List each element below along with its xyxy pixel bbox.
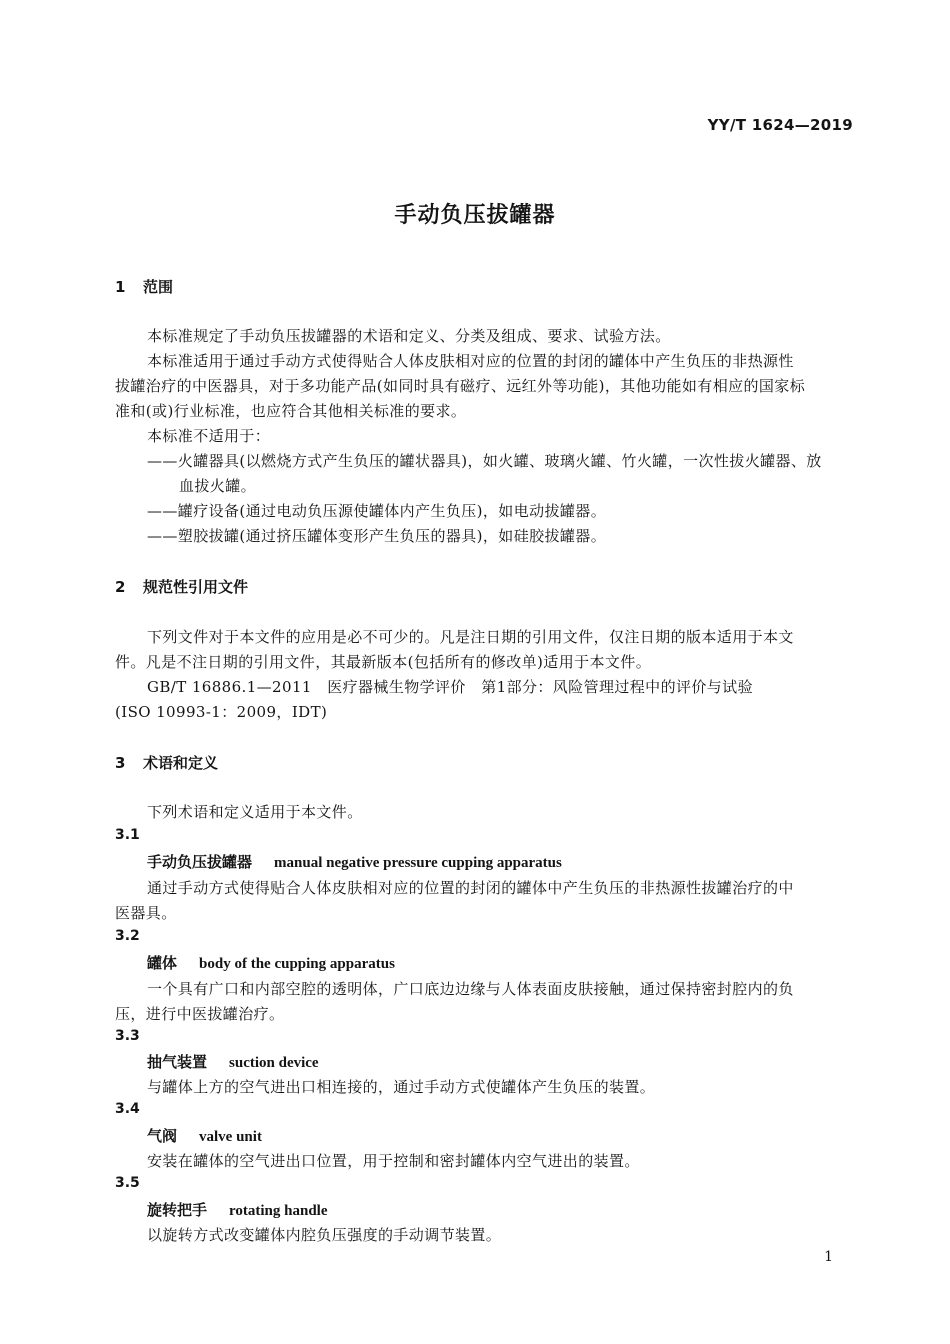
list-item: ——火罐器具(以燃烧方式产生负压的罐状器具)，如火罐、玻璃火罐、竹火罐，一次性拔火罐器、放 xyxy=(147,452,822,470)
list-item-continuation: 血拔火罐。 xyxy=(179,477,257,495)
term-heading xyxy=(147,851,562,872)
paragraph-line: 下列文件对于本文件的应用是必不可少的。凡是注日期的引用文件，仅注日期的版本适用于本文 xyxy=(147,628,794,646)
term-chinese: 抽气装置 xyxy=(147,1053,208,1071)
term-definition: 压，进行中医拔罐治疗。 xyxy=(115,1005,285,1023)
section-2-heading xyxy=(115,576,248,597)
normative-reference: GB/T 16886.1—2011 医疗器械生物学评价 第1部分：风险管理过程中的评价与试验 xyxy=(147,678,753,696)
term-heading xyxy=(147,952,395,973)
list-item: ——罐疗设备(通过电动负压源使罐体内产生负压)，如电动拔罐器。 xyxy=(147,502,607,520)
term-heading xyxy=(147,1051,319,1072)
section-3-heading xyxy=(115,752,218,773)
term-definition: 与罐体上方的空气进出口相连接的，通过手动方式使罐体产生负压的装置。 xyxy=(147,1078,656,1096)
paragraph-line: 准和(或)行业标准，也应符合其他相关标准的要求。 xyxy=(115,402,467,420)
term-english: suction device xyxy=(229,1055,319,1071)
section-title: 规范性引用文件 xyxy=(143,578,249,596)
normative-reference-continuation: (ISO 10993-1：2009，IDT) xyxy=(115,703,328,721)
term-definition: 以旋转方式改变罐体内腔负压强度的手动调节装置。 xyxy=(147,1226,502,1244)
term-chinese: 罐体 xyxy=(147,954,178,972)
term-english: body of the cupping apparatus xyxy=(199,956,395,972)
section-1-heading xyxy=(115,276,173,297)
term-heading xyxy=(147,1199,328,1220)
term-english: rotating handle xyxy=(229,1203,328,1219)
term-english: manual negative pressure cupping apparatus xyxy=(274,855,562,871)
standard-code: YY/T 1624—2019 xyxy=(707,116,853,134)
paragraph-line: 本标准规定了手动负压拔罐器的术语和定义、分类及组成、要求、试验方法。 xyxy=(147,327,671,345)
section-number: 3 xyxy=(115,754,126,772)
page-number: 1 xyxy=(824,1249,833,1265)
section-number: 2 xyxy=(115,578,126,596)
document-title: 手动负压拔罐器 xyxy=(394,203,556,228)
term-definition: 安装在罐体的空气进出口位置，用于控制和密封罐体内空气进出的装置。 xyxy=(147,1152,640,1170)
section-number: 1 xyxy=(115,278,126,296)
term-definition: 医器具。 xyxy=(115,904,177,922)
term-definition: 通过手动方式使得贴合人体皮肤相对应的位置的封闭的罐体中产生负压的非热源性拔罐治疗的中 xyxy=(147,879,794,897)
paragraph-line: 件。凡是不注日期的引用文件，其最新版本(包括所有的修改单)适用于本文件。 xyxy=(115,653,652,671)
paragraph-line: 下列术语和定义适用于本文件。 xyxy=(147,803,363,821)
term-number: 3.5 xyxy=(115,1175,140,1191)
term-english: valve unit xyxy=(199,1129,262,1145)
list-item: ——塑胶拔罐(通过挤压罐体变形产生负压的器具)，如硅胶拔罐器。 xyxy=(147,527,607,545)
term-number: 3.3 xyxy=(115,1028,140,1044)
term-chinese: 旋转把手 xyxy=(147,1201,208,1219)
paragraph-line: 拔罐治疗的中医器具，对于多功能产品(如同时具有磁疗、远红外等功能)，其他功能如有相应的国家标 xyxy=(115,377,806,395)
term-number: 3.1 xyxy=(115,827,140,843)
term-heading xyxy=(147,1125,262,1146)
term-chinese: 手动负压拔罐器 xyxy=(147,853,253,871)
section-title: 术语和定义 xyxy=(143,754,219,772)
section-title: 范围 xyxy=(143,278,174,296)
term-chinese: 气阀 xyxy=(147,1127,178,1145)
term-definition: 一个具有广口和内部空腔的透明体，广口底边边缘与人体表面皮肤接触，通过保持密封腔内的负 xyxy=(147,980,794,998)
term-number: 3.2 xyxy=(115,928,140,944)
paragraph-line: 本标准适用于通过手动方式使得贴合人体皮肤相对应的位置的封闭的罐体中产生负压的非热源性 xyxy=(147,352,794,370)
paragraph-line: 本标准不适用于： xyxy=(147,427,271,445)
term-number: 3.4 xyxy=(115,1101,140,1117)
